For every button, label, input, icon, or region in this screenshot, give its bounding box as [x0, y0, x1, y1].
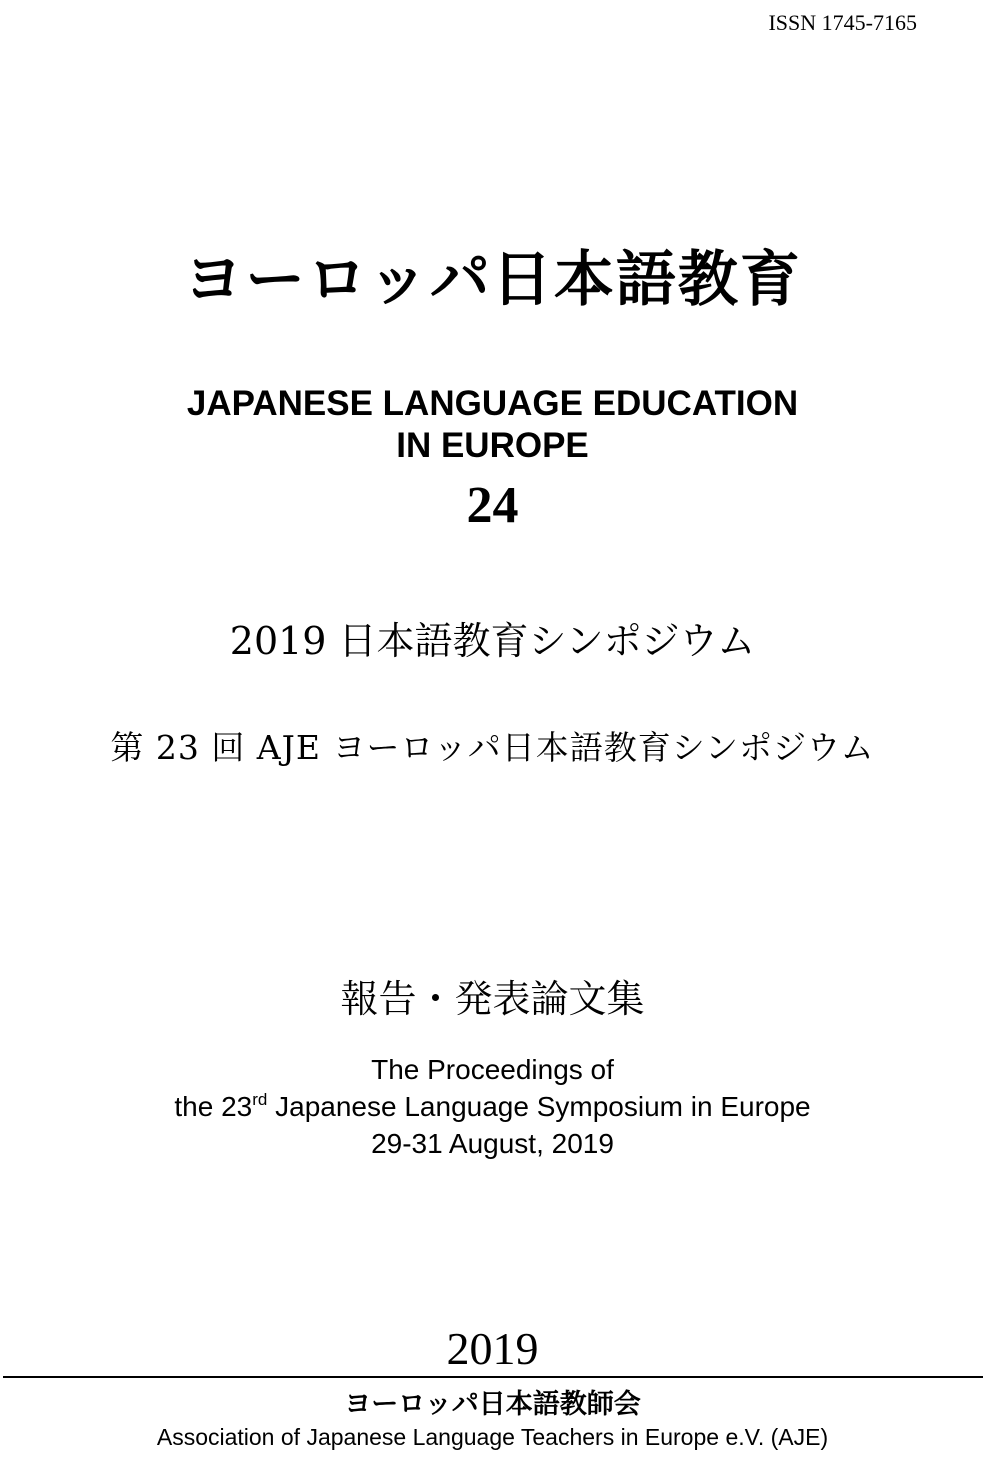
association-name-japanese: ヨーロッパ日本語教師会: [344, 1389, 641, 1420]
journal-title-english-line2: IN EUROPE: [396, 426, 589, 465]
journal-title-english-line1: JAPANESE LANGUAGE EDUCATION: [186, 384, 799, 423]
volume-number: 24: [466, 477, 519, 534]
proceedings-line1: The Proceedings of: [371, 1054, 614, 1085]
footer-divider: [3, 1376, 983, 1378]
proceedings-dates: 29-31 August, 2019: [371, 1128, 614, 1159]
publication-year: 2019: [446, 1323, 539, 1374]
ordinal-superscript: rd: [252, 1090, 268, 1109]
proceedings-line2-prefix: the 23: [174, 1091, 253, 1122]
association-name-english: Association of Japanese Language Teachers in Europe e.V. (AJE): [156, 1424, 829, 1450]
proceedings-line2: [0, 1091, 985, 1123]
journal-title-japanese: ヨーロッパ日本語教育: [183, 245, 802, 315]
issn-number: ISSN 1745-7165: [768, 10, 917, 35]
symposium-full-title: 第 23 回 AJE ヨーロッパ日本語教育シンポジウム: [110, 728, 875, 767]
symposium-year-title: 2019 日本語教育シンポジウム: [229, 619, 756, 663]
proceedings-line2-suffix: Japanese Language Symposium in Europe: [267, 1091, 811, 1122]
proceedings-title-japanese: 報告・発表論文集: [340, 977, 645, 1021]
